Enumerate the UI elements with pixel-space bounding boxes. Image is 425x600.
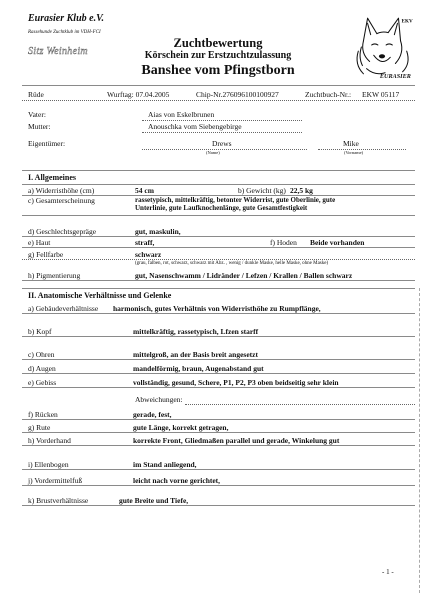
logo-text-top: EKV [401, 18, 413, 25]
club-subtitle: Rassehunde Zuchtklub im VDH-FCI [28, 30, 101, 35]
withers-height-label: a) Widerristhöhe (cm) [28, 185, 95, 195]
chip-label: Chip-Nr. [196, 90, 223, 99]
owner-first-name-caption: (Vorname) [344, 150, 364, 155]
owner-label: Eigentümer: [28, 139, 66, 148]
anatomy-label: j) Vordermittelfuß [28, 475, 83, 485]
coat-color-label: g) Fellfarbe [28, 249, 64, 259]
row-chest [22, 495, 415, 506]
row-coat-color [22, 249, 415, 260]
birth-date-label: Wurftag: [107, 90, 134, 99]
club-name: Eurasier Klub e.V. [28, 13, 104, 24]
coat-color-value: schwarz [135, 249, 162, 259]
page-number: - 1 - [382, 568, 394, 576]
overall-appearance-line-1: rassetypisch, mittelkräftig, betonter Widerrist, gute Oberlinie, gute [135, 195, 336, 204]
row-head [22, 326, 415, 337]
weight-value: 22,5 kg [290, 185, 313, 195]
anatomy-value: leicht nach vorne gerichtet, [133, 475, 221, 485]
scan-edge-line [419, 288, 420, 593]
row-forequarters [22, 435, 415, 446]
anatomy-label: d) Augen [28, 363, 56, 373]
birth-date-value: 07.04.2005 [135, 90, 170, 99]
deviations-underline [185, 404, 415, 405]
row-body-proportions [22, 303, 415, 314]
anatomy-value: im Stand anliegend, [133, 459, 197, 469]
mother-value: Anouschka vom Siebengebirge [148, 122, 242, 131]
sex-character-label: d) Geschlechtsgepräge [28, 226, 97, 236]
anatomy-value: gute Breite und Tiefe, [119, 495, 189, 505]
anatomy-label: f) Rücken [28, 409, 58, 419]
row-eyes [22, 363, 415, 374]
anatomy-label: k) Brustverhältnisse [28, 495, 89, 505]
form-title: Zuchtbewertung [173, 36, 263, 50]
overall-appearance-label: c) Gesamterscheinung [28, 195, 95, 205]
logo-text-bottom: EURASIER [379, 72, 411, 80]
eurasier-logo [349, 12, 415, 80]
chip-number [196, 91, 279, 99]
testicles-label: f) Hoden [270, 237, 297, 247]
row-elbows [22, 459, 415, 470]
mother-underline [142, 132, 302, 133]
owner-last-name-caption: (Name) [206, 150, 220, 155]
section-divider-general [22, 170, 415, 171]
anatomy-label: i) Ellenbogen [28, 459, 69, 469]
identification-underline [22, 100, 415, 101]
father-label: Vater: [28, 110, 46, 119]
owner-last-name-underline [142, 149, 307, 150]
anatomy-value: gute Länge, korrekt getragen, [133, 422, 229, 432]
pigmentation-label: h) Pigmentierung [28, 270, 81, 280]
anatomy-label: b) Kopf [28, 326, 52, 336]
deviations-label: Abweichungen: [135, 395, 183, 404]
anatomy-heading: II. Anatomische Verhältnisse und Gelenke [28, 291, 172, 300]
club-seat: Sitz Weinheim [28, 46, 88, 57]
anatomy-value: mittelgroß, an der Basis breit angesetzt [133, 349, 258, 359]
sex-value: Rüde [28, 90, 44, 99]
chip-number-value: 276096100100927 [222, 90, 279, 99]
birth-date [107, 91, 169, 99]
anatomy-label: a) Gebäudeverhältnisse [28, 303, 99, 313]
skin-label: e) Haut [28, 237, 51, 247]
anatomy-value: gerade, fest, [133, 409, 172, 419]
row-overall-appearance [22, 195, 415, 216]
testicles-value: Beide vorhanden [310, 237, 365, 247]
dog-head-icon [349, 12, 415, 80]
coat-color-options-note: (grau, falben, rot, schwarz, schwarz mit Abz. , wenig / dunkle Maske, helle Maske, ohne Maske) [135, 261, 329, 266]
skin-value: straff, [135, 237, 155, 247]
row-back [22, 409, 415, 420]
header-divider [22, 85, 415, 86]
anatomy-value: mittelkräftig, rassetypisch, Lfzen starff [133, 326, 259, 336]
studbook-number: EKW 05117 [362, 90, 400, 99]
overall-appearance-line-2: Unterlinie, gute Laufknochenlänge, gute Gesamtfestigkeit [135, 204, 308, 212]
mother-label: Mutter: [28, 122, 51, 131]
pigmentation-value: gut, Nasenschwamm / Lidränder / Lefzen / Krallen / Ballen schwarz [135, 270, 353, 280]
father-value: Aias von Eskelbrunen [148, 110, 215, 119]
general-heading: I. Allgemeines [28, 173, 76, 182]
owner-last-name: Drews [212, 139, 232, 148]
form-subtitle: Körschein zur Erstzuchtzulassung [144, 50, 292, 61]
row-teeth [22, 377, 415, 388]
row-sex-character [22, 226, 415, 237]
row-skin-testicles [22, 237, 415, 248]
anatomy-value: mandelförmig, braun, Augenabstand gut [133, 363, 264, 373]
father-underline [142, 120, 302, 121]
row-pasterns [22, 475, 415, 486]
anatomy-value: harmonisch, gutes Verhältnis von Widerristhöhe zu Rumpflänge, [113, 303, 321, 313]
row-ears [22, 349, 415, 360]
section-divider-anatomy [22, 288, 415, 289]
anatomy-label: e) Gebiss [28, 377, 57, 387]
row-tail [22, 422, 415, 433]
owner-first-name: Mike [343, 139, 359, 148]
anatomy-label: c) Ohren [28, 349, 55, 359]
studbook-label: Zuchtbuch-Nr.: [305, 90, 352, 99]
withers-height-value: 54 cm [135, 185, 154, 195]
weight-label: b) Gewicht (kg) [238, 185, 286, 195]
anatomy-value: korrekte Front, Gliedmaßen parallel und gerade, Winkelung gut [133, 435, 340, 445]
anatomy-value: vollständig, gesund, Schere, P1, P2, P3 oben beidseitig sehr klein [133, 377, 339, 387]
dog-name: Banshee vom Pfingstborn [141, 63, 295, 78]
row-pigmentation [22, 270, 415, 281]
anatomy-label: h) Vorderhand [28, 435, 71, 445]
anatomy-label: g) Rute [28, 422, 51, 432]
sex-character-value: gut, maskulin, [135, 226, 181, 236]
